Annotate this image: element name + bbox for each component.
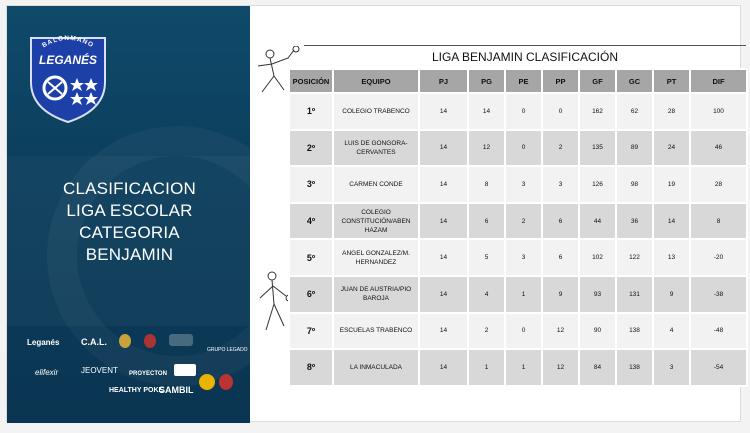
pe-cell: 3 — [505, 166, 542, 203]
dif-cell: 8 — [690, 203, 747, 240]
gf-cell: 84 — [579, 349, 616, 386]
pt-cell: 9 — [653, 276, 690, 313]
side-title-line: BENJAMIN — [85, 245, 174, 264]
sponsor-elifexir: elifexir — [35, 368, 59, 377]
pg-cell: 1 — [468, 349, 505, 386]
pj-cell: 14 — [419, 313, 468, 350]
column-header: PJ — [419, 69, 468, 93]
pp-cell: 12 — [542, 349, 579, 386]
pe-cell: 1 — [505, 276, 542, 313]
pp-cell: 0 — [542, 93, 579, 130]
gc-cell: 131 — [616, 276, 653, 313]
team-cell: JUAN DE AUSTRIA/PIO BAROJA — [333, 276, 419, 313]
team-cell: LUIS DE GONGORA-CERVANTES — [333, 130, 419, 167]
dif-cell: 28 — [690, 166, 747, 203]
pt-cell: 14 — [653, 203, 690, 240]
pg-cell: 6 — [468, 203, 505, 240]
sponsor-leganes: Leganés — [27, 338, 60, 347]
side-title-line: CLASIFICACION — [63, 179, 196, 198]
table-row — [289, 239, 747, 276]
pj-cell: 14 — [419, 93, 468, 130]
team-cell: ESCUELAS TRABENCO — [333, 313, 419, 350]
position-cell: 3º — [289, 166, 333, 203]
gc-cell: 36 — [616, 203, 653, 240]
table-row — [289, 93, 747, 130]
pt-cell: 13 — [653, 239, 690, 276]
position-cell: 1º — [289, 93, 333, 130]
gc-cell: 138 — [616, 349, 653, 386]
gf-cell: 102 — [579, 239, 616, 276]
pp-cell: 12 — [542, 313, 579, 350]
position-cell: 2º — [289, 130, 333, 167]
table-row — [289, 276, 747, 313]
column-header: PP — [542, 69, 579, 93]
side-title-line: LIGA ESCOLAR — [66, 201, 193, 220]
pg-cell: 2 — [468, 313, 505, 350]
gc-cell: 89 — [616, 130, 653, 167]
pe-cell: 0 — [505, 130, 542, 167]
sponsor-jeovent: JEOVENT — [81, 366, 118, 375]
table-row — [289, 349, 747, 386]
pg-cell: 14 — [468, 93, 505, 130]
sponsor-cal: C.A.L. — [81, 337, 107, 347]
gf-cell: 44 — [579, 203, 616, 240]
team-cell: ANGEL GONZALEZ/M. HERNANDEZ — [333, 239, 419, 276]
badge-icon — [144, 334, 156, 348]
sponsor-healthy-poke: HEALTHY POKE — [109, 387, 164, 394]
pt-cell: 24 — [653, 130, 690, 167]
team-cell: COLEGIO CONSTITUCIÓN/ABEN HAZAM — [333, 203, 419, 240]
slide — [6, 5, 741, 422]
pj-cell: 14 — [419, 239, 468, 276]
sponsor-logo-icon — [174, 364, 196, 376]
left-panel — [7, 6, 250, 423]
position-cell: 6º — [289, 276, 333, 313]
gc-cell: 138 — [616, 313, 653, 350]
sponsor-badge-icon — [199, 374, 215, 390]
table-title: LIGA BENJAMIN CLASIFICACIÓN — [304, 45, 746, 69]
pe-cell: 0 — [505, 93, 542, 130]
team-cell: COLEGIO TRABENCO — [333, 93, 419, 130]
logo-arc-text: BALONMANO — [41, 34, 95, 50]
standings-table — [288, 68, 748, 387]
crest-icon — [119, 334, 131, 348]
column-header: EQUIPO — [333, 69, 419, 93]
pg-cell: 5 — [468, 239, 505, 276]
column-header: DIF — [690, 69, 747, 93]
sponsor-logo-icon — [169, 334, 193, 346]
dif-cell: -20 — [690, 239, 747, 276]
pp-cell: 6 — [542, 203, 579, 240]
side-title — [27, 178, 232, 266]
dif-cell: -38 — [690, 276, 747, 313]
dif-cell: -54 — [690, 349, 747, 386]
gc-cell: 122 — [616, 239, 653, 276]
sponsor-proyecton: PROYECTON — [129, 371, 167, 377]
logo-name-text: LEGANÉS — [38, 53, 98, 67]
column-header: PG — [468, 69, 505, 93]
table-row — [289, 313, 747, 350]
gf-cell: 135 — [579, 130, 616, 167]
pj-cell: 14 — [419, 349, 468, 386]
gf-cell: 93 — [579, 276, 616, 313]
pj-cell: 14 — [419, 276, 468, 313]
pg-cell: 4 — [468, 276, 505, 313]
pt-cell: 28 — [653, 93, 690, 130]
dif-cell: 100 — [690, 93, 747, 130]
pj-cell: 14 — [419, 130, 468, 167]
pg-cell: 12 — [468, 130, 505, 167]
position-cell: 7º — [289, 313, 333, 350]
column-header: GF — [579, 69, 616, 93]
dif-cell: -48 — [690, 313, 747, 350]
pe-cell: 3 — [505, 239, 542, 276]
pj-cell: 14 — [419, 203, 468, 240]
position-cell: 4º — [289, 203, 333, 240]
column-header: GC — [616, 69, 653, 93]
pp-cell: 3 — [542, 166, 579, 203]
pp-cell: 2 — [542, 130, 579, 167]
club-crest-icon — [25, 24, 111, 124]
team-cell: CARMEN CONDE — [333, 166, 419, 203]
position-cell: 8º — [289, 349, 333, 386]
column-header: PE — [505, 69, 542, 93]
position-cell: 5º — [289, 239, 333, 276]
pg-cell: 8 — [468, 166, 505, 203]
pe-cell: 1 — [505, 349, 542, 386]
table-row — [289, 130, 747, 167]
pt-cell: 4 — [653, 313, 690, 350]
right-panel — [250, 6, 742, 423]
gf-cell: 90 — [579, 313, 616, 350]
table-row — [289, 203, 747, 240]
gc-cell: 62 — [616, 93, 653, 130]
gc-cell: 98 — [616, 166, 653, 203]
gf-cell: 162 — [579, 93, 616, 130]
table-header-row — [289, 69, 747, 93]
pe-cell: 0 — [505, 313, 542, 350]
pt-cell: 19 — [653, 166, 690, 203]
sponsor-grupo-legado: GRUPO LEGADO — [207, 347, 248, 353]
crest-icon — [219, 374, 233, 390]
column-header: PT — [653, 69, 690, 93]
pj-cell: 14 — [419, 166, 468, 203]
gf-cell: 126 — [579, 166, 616, 203]
pe-cell: 2 — [505, 203, 542, 240]
column-header: POSICIÓN — [289, 69, 333, 93]
sponsor-sambil: SAMBIL — [159, 385, 194, 395]
dif-cell: 46 — [690, 130, 747, 167]
pt-cell: 3 — [653, 349, 690, 386]
team-cell: LA INMACULADA — [333, 349, 419, 386]
pp-cell: 6 — [542, 239, 579, 276]
pp-cell: 9 — [542, 276, 579, 313]
sponsor-strip — [19, 328, 248, 418]
table-row — [289, 166, 747, 203]
side-title-line: CATEGORIA — [79, 223, 180, 242]
